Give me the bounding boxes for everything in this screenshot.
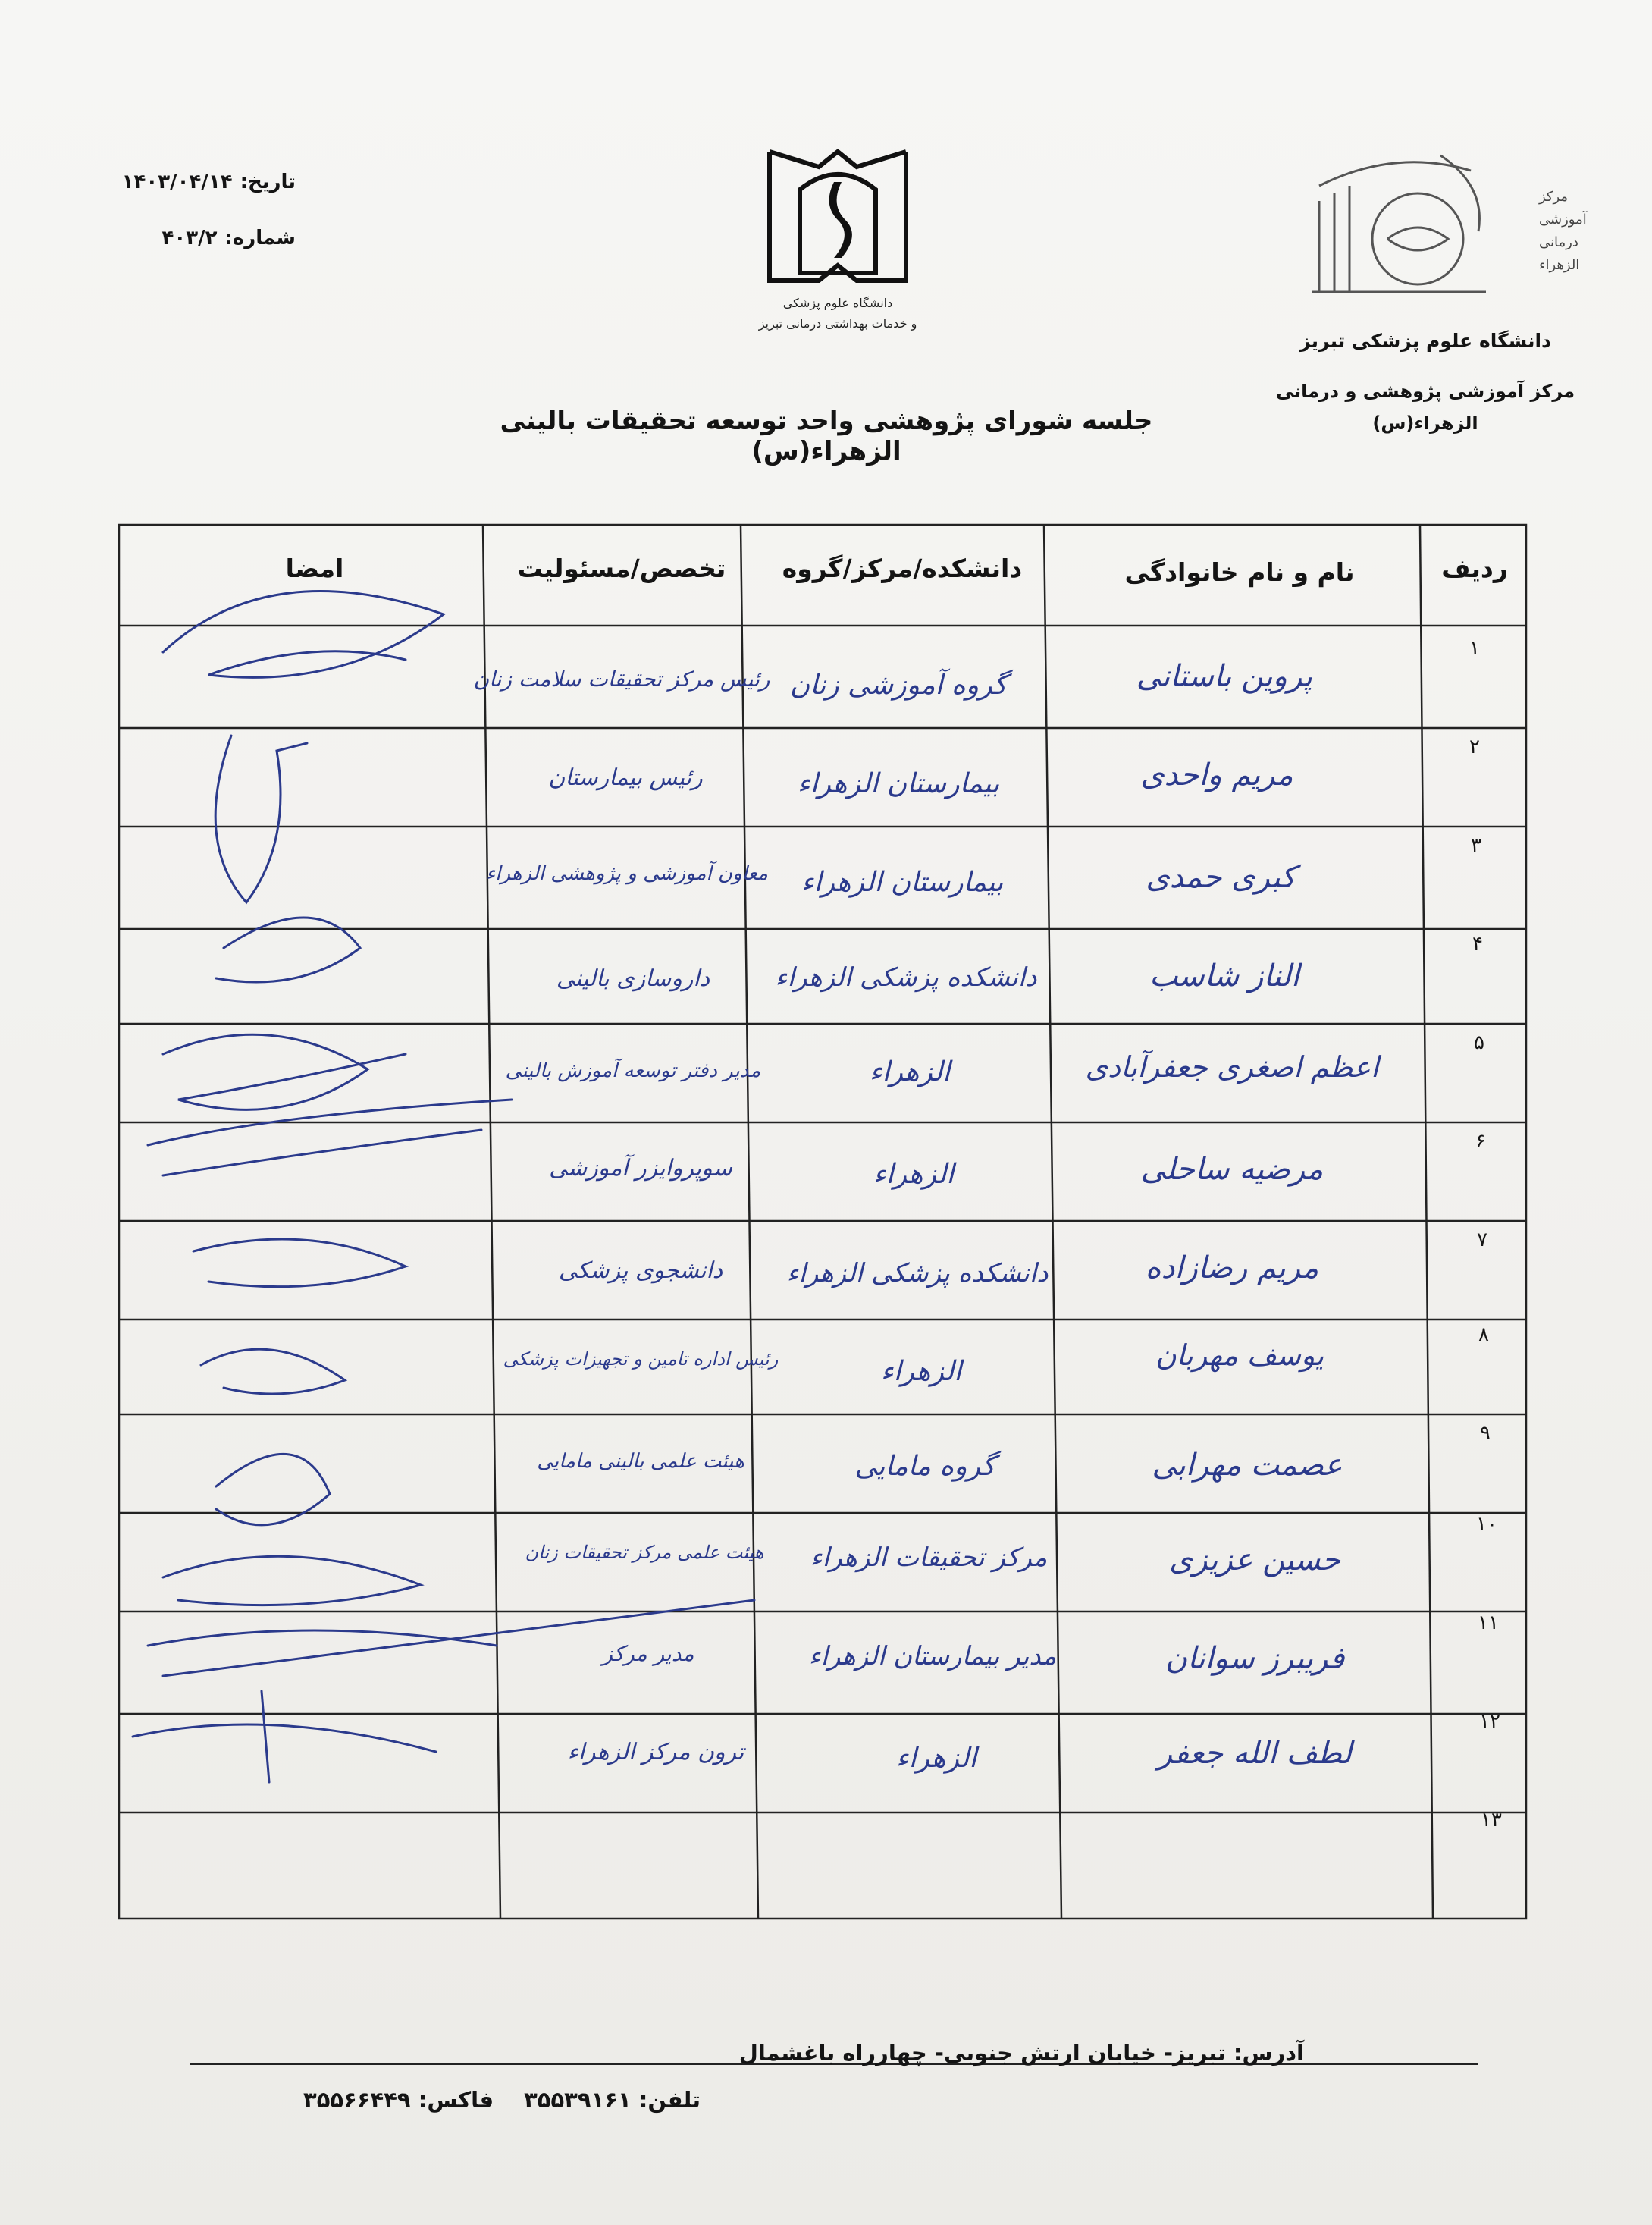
- row-number-7: ۷: [1477, 1229, 1487, 1251]
- role-cell: رئیس اداره تامین و تجهیزات پزشکی: [503, 1348, 779, 1370]
- unit-cell: الزهراء: [895, 1743, 977, 1774]
- name-cell: عصمت مهرابی: [1152, 1448, 1343, 1483]
- row-number-5: ۵: [1474, 1031, 1484, 1054]
- svg-text:دانشگاه علوم پزشکی: دانشگاه علوم پزشکی: [782, 296, 893, 310]
- fax-label: فاکس:: [418, 2087, 494, 2113]
- page-title: جلسه شورای پژوهشی واحد توسعه تحقیقات بالینی الزهراء(س): [500, 406, 1153, 466]
- unit-cell: الزهراء: [873, 1159, 955, 1190]
- university-name: دانشگاه علوم پزشکی تبریز: [1299, 330, 1551, 352]
- role-cell: دانشجوی پزشکی: [558, 1257, 723, 1284]
- svg-text:الزهراء: الزهراء: [1539, 257, 1580, 273]
- name-cell: یوسف مهربان: [1155, 1338, 1324, 1372]
- date-label: تاریخ:: [240, 171, 296, 193]
- center-logo: [1304, 140, 1587, 322]
- footer-contacts: [303, 2087, 1304, 2113]
- center-name-line2: الزهراء(س): [1372, 413, 1478, 434]
- table-grid: [118, 523, 1528, 1922]
- row-number-6: ۶: [1475, 1130, 1486, 1153]
- header-row-number: ردیف: [1441, 554, 1508, 583]
- svg-text:آموزشی: آموزشی: [1539, 212, 1587, 228]
- center-name: [1274, 375, 1577, 439]
- center-name-line1: مرکز آموزشی پژوهشی و درمانی: [1275, 381, 1575, 402]
- role-cell: مدیر دفتر توسعه آموزش بالینی: [505, 1059, 761, 1082]
- unit-cell: الزهراء: [880, 1356, 962, 1387]
- name-cell: اعظم اصغری جعفرآبادی: [1085, 1050, 1379, 1084]
- name-cell: الناز شاسب: [1149, 959, 1300, 993]
- role-cell: هیئت علمی بالینی مامایی: [537, 1450, 744, 1473]
- row-number-11: ۱۱: [1478, 1611, 1499, 1634]
- unit-cell: مرکز تحقیقات الزهراء: [810, 1542, 1048, 1573]
- phone-block: [524, 2087, 701, 2113]
- role-cell: هیئت علمی مرکز تحقیقات زنان: [525, 1542, 764, 1563]
- unit-cell: مدیر بیمارستان الزهراء: [808, 1641, 1057, 1671]
- address-value: تبریز- خیابان ارتش جنوبی- چهارراه باغشمال: [738, 2040, 1226, 2066]
- date-row: [99, 171, 296, 193]
- row-number-10: ۱۰: [1476, 1513, 1497, 1536]
- row-number-13: ۱۳: [1481, 1809, 1502, 1831]
- row-number-3: ۳: [1471, 834, 1481, 857]
- role-cell: معاون آموزشی و پژوهشی الزهراء: [486, 862, 768, 885]
- number-value: ۴۰۳/۲: [161, 227, 218, 249]
- name-cell: مرضیه ساحلی: [1140, 1152, 1324, 1187]
- document-meta: [99, 171, 296, 283]
- name-cell: لطف الله جعفر: [1157, 1736, 1353, 1771]
- header-role: تخصص/مسئولیت: [517, 554, 726, 583]
- footer-address: [303, 2040, 1304, 2066]
- svg-text:درمانی: درمانی: [1539, 234, 1578, 250]
- role-cell: داروسازی بالینی: [556, 965, 710, 992]
- name-cell: فریبرز سوانان: [1165, 1641, 1345, 1676]
- row-number-12: ۱۲: [1479, 1710, 1500, 1733]
- phone-value: ۳۵۵۳۹۱۶۱: [524, 2087, 632, 2113]
- address-label: آدرس:: [1233, 2040, 1304, 2066]
- unit-cell: گروه مامایی: [854, 1451, 995, 1482]
- unit-cell: الزهراء: [869, 1056, 951, 1087]
- role-cell: مدیر مرکز: [602, 1641, 694, 1666]
- date-value: ۱۴۰۳/۰۴/۱۴: [121, 171, 233, 193]
- role-cell: سوپروایزر آموزشی: [549, 1155, 732, 1182]
- name-cell: پروین باستانی: [1136, 659, 1313, 694]
- unit-cell: بیمارستان الزهراء: [801, 867, 1004, 898]
- name-cell: مریم رضازاده: [1145, 1251, 1319, 1285]
- row-number-1: ۱: [1469, 637, 1480, 660]
- number-label: شماره:: [224, 227, 296, 249]
- unit-cell: دانشکده پزشکی الزهراء: [786, 1258, 1049, 1288]
- university-logo: [747, 137, 929, 341]
- unit-cell: بیمارستان الزهراء: [797, 768, 1000, 799]
- fax-block: [303, 2087, 494, 2113]
- unit-cell: گروه آموزشی زنان: [789, 670, 1008, 701]
- header-name: نام و نام خانوادگی: [1124, 557, 1355, 587]
- role-cell: رئیس بیمارستان: [548, 764, 703, 791]
- name-cell: حسین عزیزی: [1168, 1542, 1341, 1577]
- attendance-table: [118, 523, 1528, 1922]
- row-number-4: ۴: [1472, 933, 1483, 956]
- row-number-8: ۸: [1478, 1323, 1489, 1346]
- unit-cell: دانشکده پزشکی الزهراء: [775, 962, 1037, 993]
- name-cell: کبری حمدی: [1146, 860, 1296, 895]
- role-cell: ترون مرکز الزهراء: [567, 1739, 744, 1765]
- header-signature: امضا: [285, 554, 344, 583]
- fax-value: ۳۵۵۶۶۴۴۹: [303, 2087, 411, 2113]
- name-cell: مریم واحدی: [1140, 758, 1293, 792]
- role-cell: رئیس مرکز تحقیقات سلامت زنان: [473, 667, 770, 692]
- svg-text:مرکز: مرکز: [1539, 189, 1569, 205]
- row-number-2: ۲: [1469, 736, 1480, 758]
- header-unit: دانشکده/مرکز/گروه: [782, 554, 1023, 583]
- svg-text:و خدمات بهداشتی درمانی تبریز: و خدمات بهداشتی درمانی تبریز: [758, 316, 917, 331]
- footer: [303, 2040, 1304, 2113]
- phone-label: تلفن:: [638, 2087, 701, 2113]
- row-number-9: ۹: [1480, 1422, 1491, 1445]
- number-row: [99, 227, 296, 249]
